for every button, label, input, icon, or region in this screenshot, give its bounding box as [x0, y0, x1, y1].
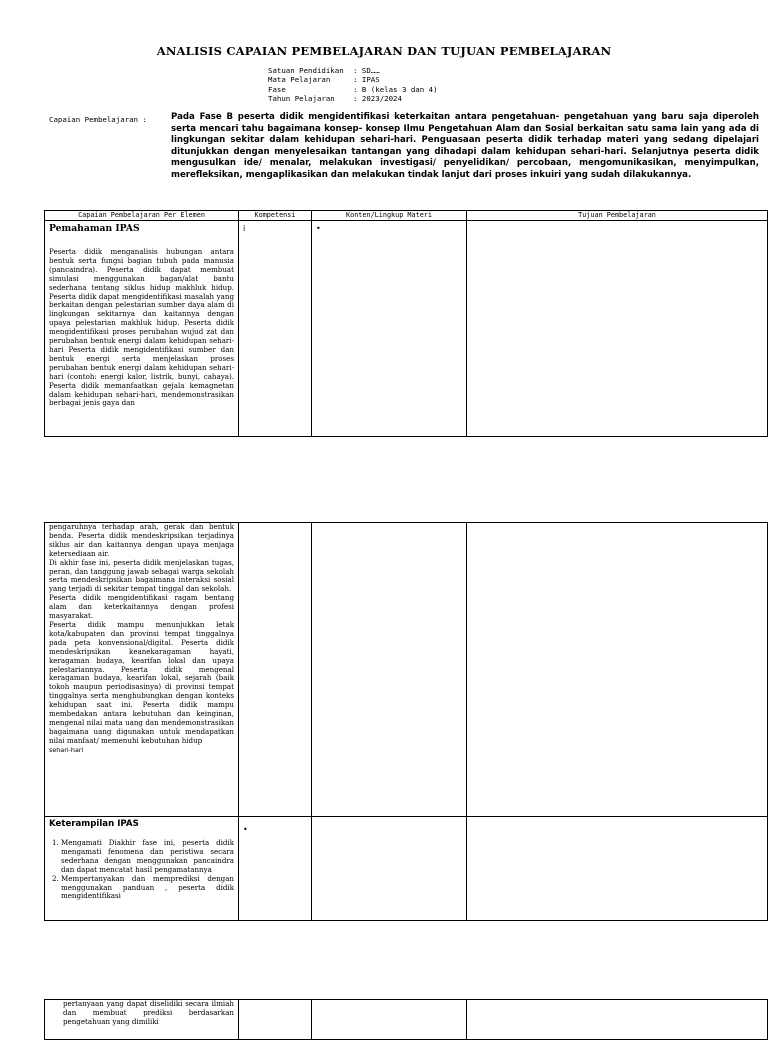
paragraph: Peserta didik mampu menunjukkan letak kota/kabupaten dan provinsi tempat tinggalnya pada peta konvensional/digital. Peserta didik mendeskripsikan keanekaragaman hayati, keragaman budaya, kearifan lokal dan upaya pelestariannya. Peserta didik mengenal keragaman budaya, kearifan lokal, sejarah (baik tokoh maupun periodisasinya) di provinsi tempat tinggalnya serta menghubungkan dengan konteks kehidupan saat ini. Peserta didik mampu membedakan antara kebutuhan dan keinginan, mengenal nilai mata uang dan mendemonstrasikan bagaimana uang digunakan untuk mendapatkan nilai manfaat/ memenuhi kebutuhan hidup	[49, 619, 234, 745]
list-item: 2. Mempertanyakan dan memprediksi dengan menggunakan panduan , peserta didik mengidentifikasi	[61, 875, 234, 902]
meta-label: Satuan Pendidikan	[268, 66, 344, 75]
kompetensi-cell	[239, 1000, 312, 1040]
analysis-table-page-2	[44, 522, 768, 921]
section-title-pemahaman: Pemahaman IPAS	[49, 223, 140, 234]
capaian-cell	[45, 523, 239, 817]
list-item: 1. Mengamati Diakhir fase ini, peserta didik mengamati fenomena dan peristiwa secara sederhana dengan menggunakan pancaindra dan dapat mencatat hasil pengamatannya	[61, 839, 234, 875]
analysis-table-page-1	[44, 210, 768, 437]
meta-row-mapel	[268, 75, 438, 84]
capaian-text: Pada Fase B peserta didik mengidentifikasi keterkaitan antara pengetahuan- pengetahuan yang baru saja diperoleh serta mencari tahu bagaimana konsep- konsep Ilmu Pengetahuan Alam dan Sosial berkaitan satu sama lain yang ada di lingkungan sekitar dalam kehidupan sehari-hari. Penguasaan peserta didik terhadap materi yang sedang dipelajari ditunjukkan dengan menyelesaikan tantangan yang dihadapi dalam kehidupan sehari-hari. Selanjutnya peserta didik mengusulkan ide/ menalar, melakukan investigasi/ penyelidikan/ percobaan, mengomunikasikan, menyimpulkan, merefleksikan, mengaplikasikan dan melakukan tindak lanjut dari proses inkuiri yang sudah dilakukannya.	[171, 112, 759, 180]
bullet-icon: •	[316, 224, 321, 233]
meta-label: Mata Pelajaran	[268, 75, 331, 85]
bullet-icon: •	[243, 825, 248, 834]
meta-value: : 2023/2024	[353, 93, 402, 103]
kompetensi-cell	[239, 221, 312, 437]
header-tujuan: Tujuan Pembelajaran	[467, 211, 768, 221]
capaian-cell	[45, 817, 239, 921]
kompetensi-cell	[239, 523, 312, 817]
meta-value: : IPAS	[353, 75, 380, 85]
tujuan-cell	[467, 221, 768, 437]
capaian-label: Capaian Pembelajaran :	[49, 115, 147, 124]
document-meta	[268, 66, 438, 103]
konten-cell	[312, 817, 467, 921]
paragraph: Di akhir fase ini, peserta didik menjelaskan tugas, peran, dan tanggung jawab sebagai warga sekolah serta mendeskripsikan bagaimana interaksi sosial yang terjadi di sekitar tempat tinggal dan sekolah.	[49, 557, 234, 594]
steps-list	[49, 839, 234, 901]
tujuan-cell	[467, 1000, 768, 1040]
meta-row-tahun	[268, 94, 438, 103]
tujuan-cell	[467, 523, 768, 817]
meta-label: Fase	[268, 84, 286, 94]
kompetensi-mark: i	[243, 224, 246, 233]
capaian-cell	[45, 1000, 239, 1040]
paragraph: pengaruhnya terhadap arah, gerak dan bentuk benda. Peserta didik mendeskripsikan terjadinya siklus air dan kaitannya dengan upaya menjaga ketersediaan air.	[49, 522, 234, 558]
konten-cell	[312, 221, 467, 437]
meta-label: Tahun Pelajaran	[268, 93, 335, 103]
document-title: ANALISIS CAPAIAN PEMBELAJARAN DAN TUJUAN PEMBELAJARAN	[156, 44, 612, 58]
meta-row-fase	[268, 85, 438, 94]
capaian-cell	[45, 221, 239, 437]
tujuan-cell	[467, 817, 768, 921]
pemahaman-text: Peserta didik menganalisis hubungan antara bentuk serta fungsi bagian tubuh pada manusia (pancaindra). Peserta didik dapat membuat simulasi menggunakan bagan/alat bantu sederhana tentang siklus hidup makhluk hidup. Peserta didik dapat mengidentifikasi masalah yang berkaitan dengan pelestarian sumber daya alam di lingkungan sekitarnya dan kaitannya dengan upaya pelestarian makhluk hidup. Peserta didik mengidentifikasi proses perubahan wujud zat dan perubahan bentuk energi dalam kehidupan sehari-hari Peserta didik mengidentifikasi sumber dan bentuk energi serta menjelaskan proses perubahan bentuk energi dalam kehidupan sehari-hari (contoh: energi kalor, listrik, bunyi, cahaya). Peserta didik memanfaatkan gejala kemagnetan dalam kehidupan sehari-hari, mendemonstrasikan berbagai jenis gaya dan	[49, 247, 234, 408]
kompetensi-cell	[239, 817, 312, 921]
header-capaian: Capaian Pembelajaran Per Elemen	[45, 211, 239, 221]
meta-value: : SD……	[353, 66, 380, 75]
keterampilan-text-continued: pertanyaan yang dapat diselidiki secara ilmiah dan membuat prediksi berdasarkan pengetahuan yang dimiliki	[63, 999, 234, 1026]
header-kompetensi: Kompetensi	[239, 211, 312, 221]
note-sehari-hari: sehari-hari	[49, 745, 84, 754]
konten-cell	[312, 1000, 467, 1040]
section-title-keterampilan: Keterampilan IPAS	[49, 819, 139, 829]
analysis-table-page-3	[44, 999, 768, 1040]
meta-value: : B (kelas 3 dan 4)	[353, 84, 438, 94]
meta-row-satuan	[268, 66, 438, 75]
pemahaman-text-continued	[49, 523, 234, 746]
paragraph: Peserta didik mengidentifikasi ragam bentang alam dan keterkaitannya dengan profesi masyarakat.	[49, 593, 234, 621]
header-konten: Konten/Lingkup Materi	[312, 211, 467, 221]
konten-cell	[312, 523, 467, 817]
